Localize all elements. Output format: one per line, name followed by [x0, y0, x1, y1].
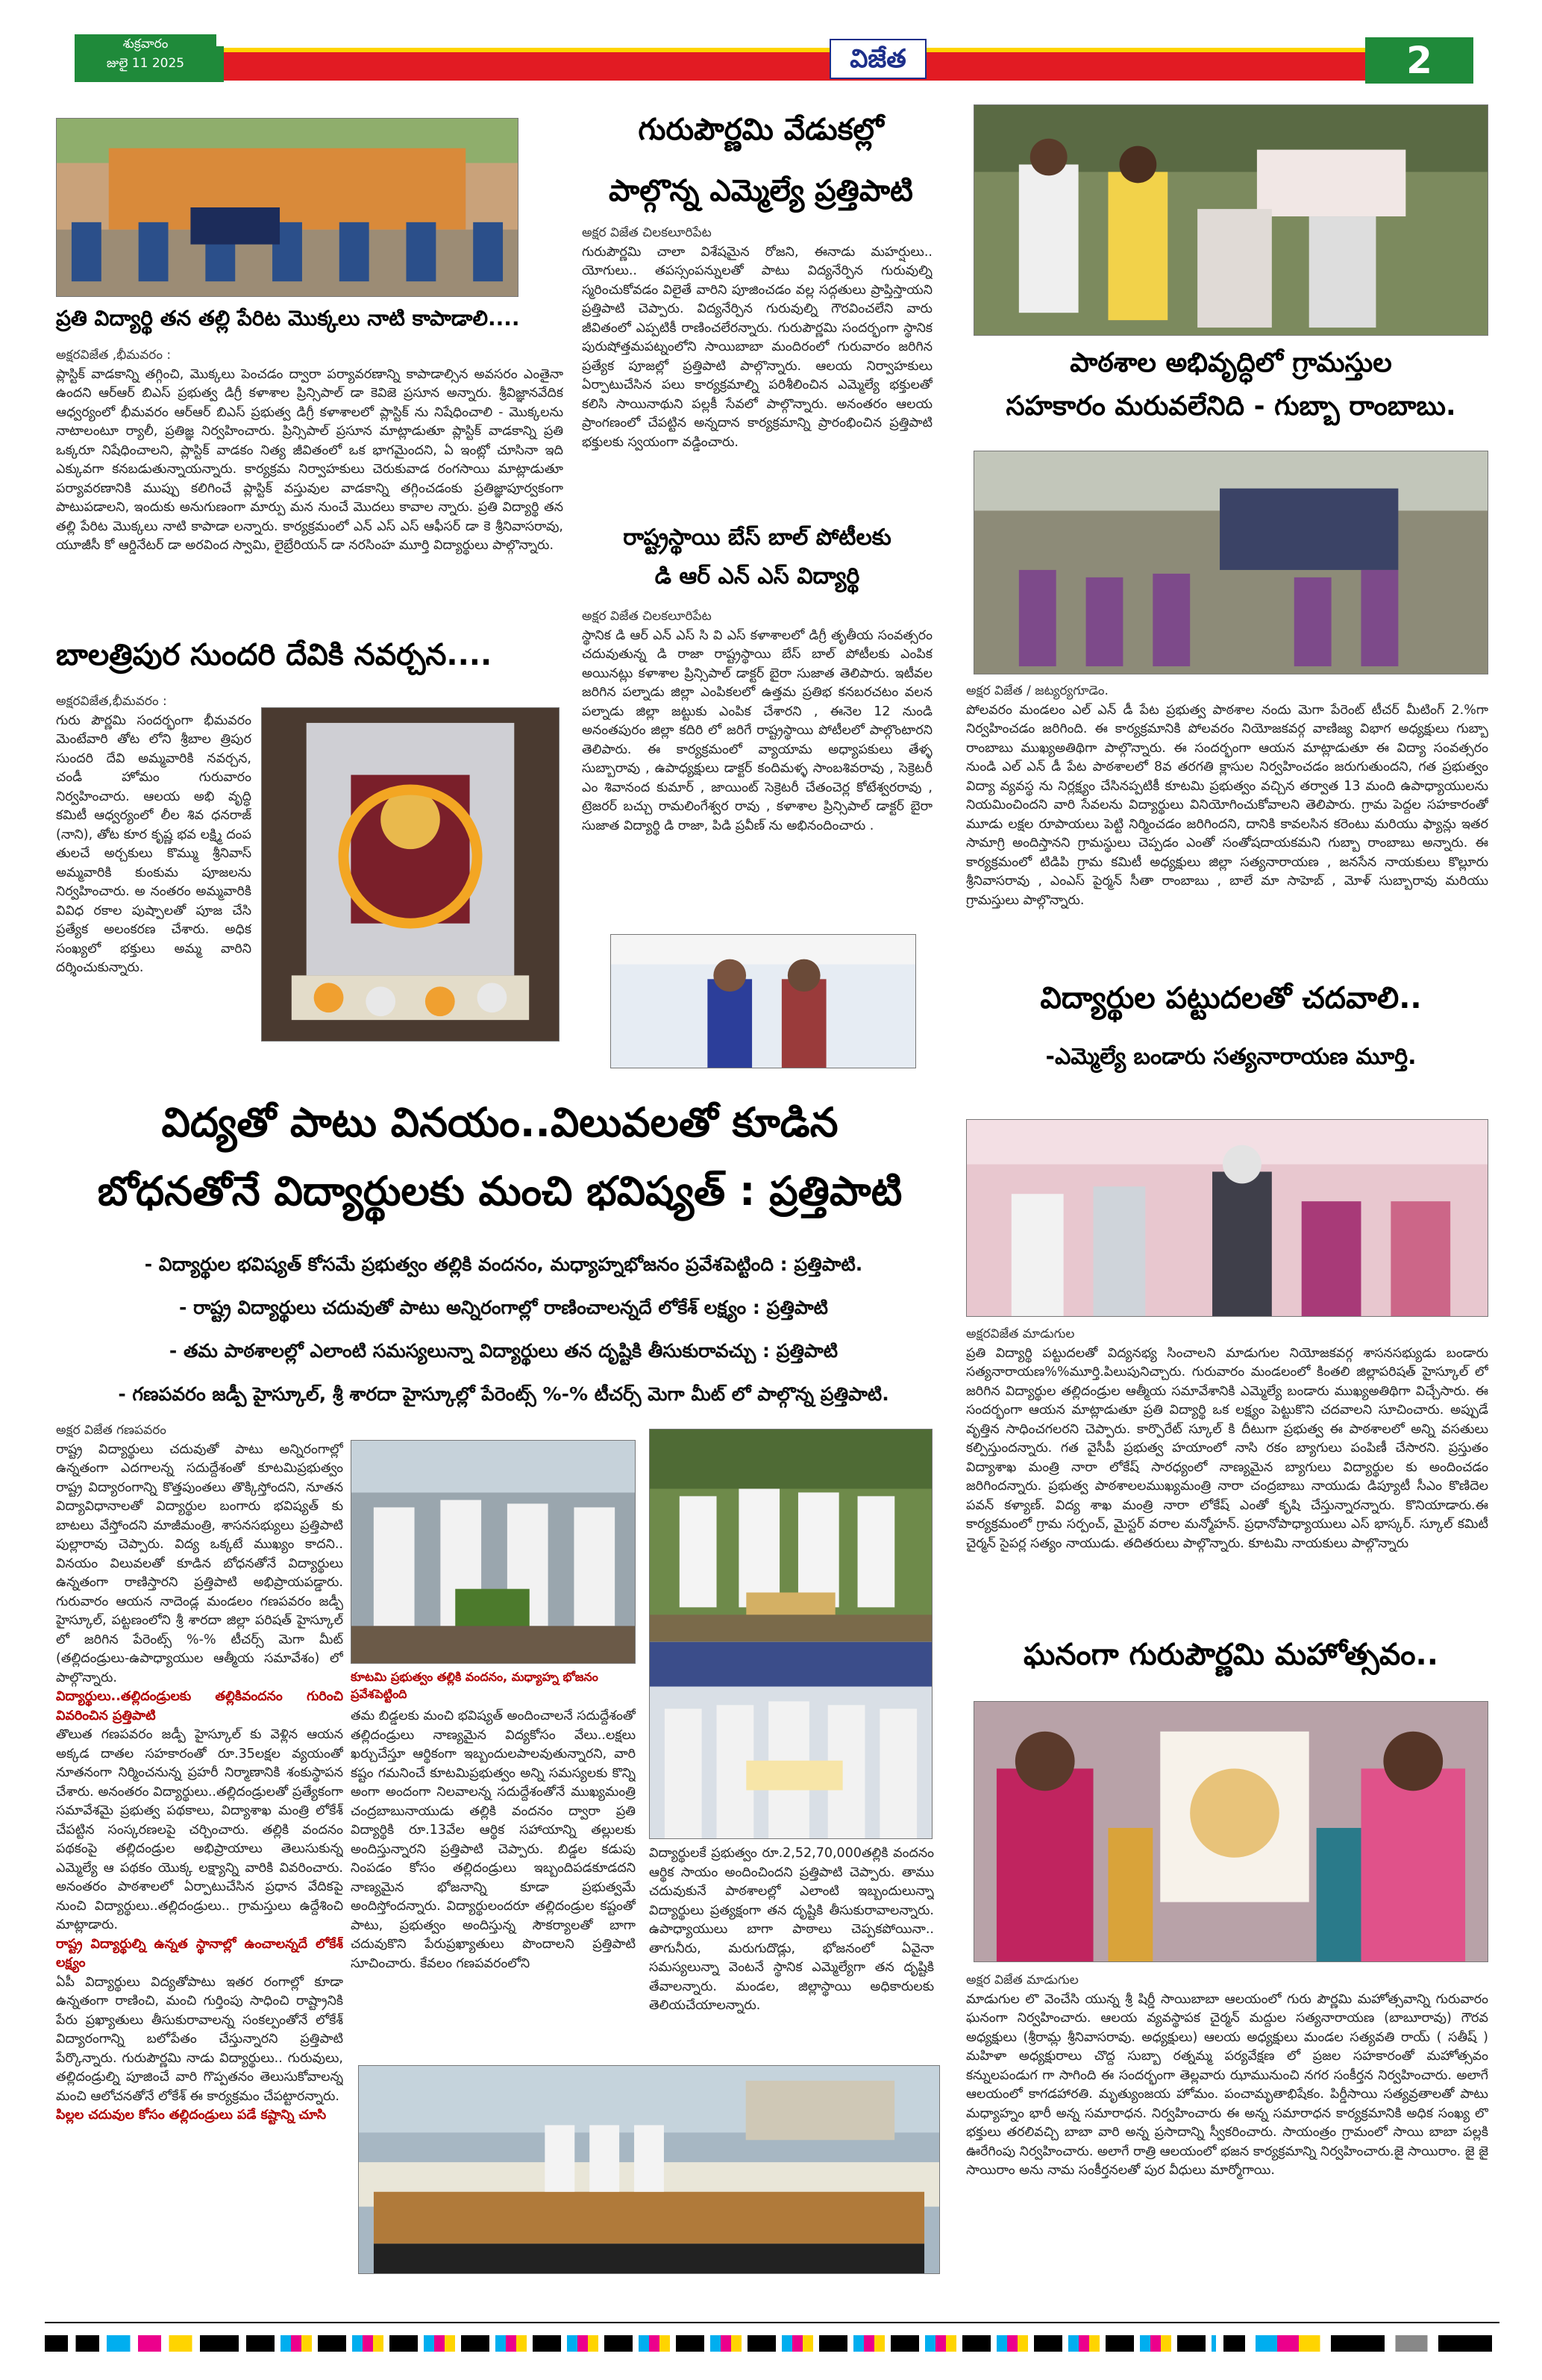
article3-headline-1: గురుపౌర్ణమి వేడుకల్లో: [638, 113, 884, 147]
article2-body: [56, 692, 251, 1043]
article1-text: ప్లాస్టిక్ వాడకాన్ని తగ్గించి, మొక్కలు పెంచడం ద్వారా పర్యావరణాన్ని కాపాడాల్సిన అవసరం ఎంతైనా ఉందని ఆర్ఆర్ బిఎస్ ప్రభుత్వ డిగ్రీ కళాశాల ప్రిన్సిపాల్ డా కెవిజె ప్రసూన అన్నారు. శ్రీవిజ్ఞానవేదిక ఆధ్వర్యంలో భీమవరం ఆర్ఆర్ బిఎస్ ప్రభుత్వ డిగ్రీ కళాశాలలో ప్లాస్టిక్ ను నిషేధించాలి - మొక్కలను నాటాలంటూ ర్యాలీ, ప్రతిజ్ఞ నిర్వహించారు. ప్రిన్సిపాల్ ప్రసూన మాట్లాడుతూ ప్లాస్టిక్ వాడకాన్ని ప్రతి ఒక్కరూ నిషేధించాలని, ప్లాస్టిక్ వాడకం నిత్య జీవితంలో ఒక భాగమైందని, ఏ ఇంట్లో చూసినా ఇది ఎక్కువగా కనబడుతున్నాయన్నారు. కార్యక్రమ నిర్వాహకులు చెరుకువాడ రంగసాయి మాట్లాడుతూ పర్యావరణానికి ముప్పు కలిగించే ప్లాస్టిక్ వస్తువుల వాడకాన్ని తగ్గించడంకు ప్రతిజ్ఞాపూర్వకంగా పాటుపడాలని, ఇందుకు అనుగుణంగా మార్పు మన నుంచే మొదలు కావాల న్నారు. ప్రతి విద్యార్థి తన తల్లి పేరిట మొక్కలు నాటి కాపాడా లన్నారు. కార్యక్రమంలో ఎన్ ఎస్ ఎస్ ఆఫీసర్ డా కె శ్రీనివాసరావు, యూజీసీ కో ఆర్డినేటర్ డా అరవింద స్వామి, లైబ్రేరియన్ డా నరసింహ మూర్తి విద్యార్థులు పాల్గొన్నారు.: [56, 366, 563, 553]
photo-foundation-stone: [649, 1429, 933, 1645]
article6-body: [966, 1325, 1488, 1631]
photo-gurupournami-puja: [974, 1701, 1488, 1962]
lead-bullet-2: - రాష్ట్ర విద్యార్థులు చదువుతో పాటు అన్నిరంగాల్లో రాణించాలన్నదే లోకేశ్ లక్ష్యం : ప్రత్తిపాటి: [179, 1297, 828, 1318]
article7-dateline: అక్షర విజేత మాడుగుల: [966, 1973, 1079, 1988]
article4-dateline: అక్షర విజేత చిలకలూరిపేట: [582, 609, 712, 624]
lead-headline-2: బోధనతోనే విద్యార్థులకు మంచి భవిష్యత్ : ప్రత్తిపాటి: [97, 1168, 903, 1215]
day-label: శుక్రవారం: [122, 37, 169, 51]
article7-body: [966, 1971, 1488, 2298]
footer-rule: [45, 2322, 1499, 2323]
photo-village-meeting: [974, 104, 1488, 336]
registration-strip-right: [1223, 2335, 1492, 2352]
article1-dateline: అక్షరవిజేత ,భీమవరం :: [56, 348, 172, 363]
article3-body: [582, 224, 933, 513]
date-box: [75, 34, 216, 79]
article5-headline-2: సహకారం మరువలేనిది - గుబ్బా రాంబాబు.: [1006, 391, 1456, 422]
article2-headline: బాలత్రిపుర సుందరి దేవికి నవర్చన....: [56, 638, 492, 672]
lead-bullet-4: - గణపవరం జడ్పీ హైస్కూల్, శ్రీ శారదా హైస్కూల్లో పేరెంట్స్ %-% టీచర్స్ మెగా మీట్ లో పాల్గొన్న ప్రత్తిపాటి.: [118, 1383, 889, 1405]
lead-text-2: తొలుత గణపవరం జడ్పీ హైస్కూల్ కు వెళ్లిన ఆయన అక్కడ దాతల సహకారంతో రూ.35లక్షల వ్యయంతో నూతనంగా నిర్మించనున్న ప్రహరీ నిర్మాణానికి శంకుస్థాపన చేశారు. అనంతరం విద్యార్థులు..తల్లిదండ్రులతో ప్రత్యేకంగా సమావేశమై ప్రభుత్వ పథకాలు, విద్యాశాఖ మంత్రి లోకేశ్ చేపట్టిన సంస్కరణలపై చర్చించారు. తల్లికి వందనం పథకంపై తల్లిదండ్రుల అభిప్రాయాలు తెలుసుకున్న ఎమ్మెల్యే ఆ పథకం యొక్క లక్ష్యాన్ని వారికి వివరించారు. అనంతరం పాఠశాలలో ఏర్పాటుచేసిన ప్రధాన వేదికపై నుంచి విద్యార్థులు..తల్లిదండ్రులు.. గ్రామస్తులు ఉద్దేశించి మాట్లాడారు.: [56, 1727, 343, 1932]
header-red-bar: [224, 51, 1365, 81]
article7-text: మాడుగుల లొ వెంచేసి యున్న శ్రీ షిర్డీ సాయిబాబా ఆలయంలో గురు పౌర్ణమి మహోత్సవాన్ని గురువారం ఘనంగా నిర్వహించారు. ఆలయ వ్యవస్థాపక చైర్మన్ మద్దుల సత్యనారాయణ (బాబూరావు) గౌరవ అధ్యక్షులు (శ్రీరామ్ల శ్రీనివాసరావు. అధ్యక్షులు) ఆలయ అధ్యక్షులు మండల సత్యవతి రాయ్ ( సతీష్ ) మహిళా అధ్యక్షురాలు చొద్ద సుబ్బా రత్నమ్మ పర్యవేక్షణ లో ప్రజల సహకారంతో మహోత్సవం కన్నులపండుగ గా సాగింది ఈ సందర్భంగా తెల్లవారు ఝామునుంచి నగర సంకీర్తన నిర్వహించారు. అలాగే ఆలయంలో కాగడహారతి. మృత్యుంజయ హోమం. పంచామృతాభిషేకం. పిర్డీసాయి సత్యవ్రతాలతో పాటు మధ్యాహ్నం భారీ అన్న సమారాధన. నిర్వహించారు ఈ అన్న సమారాధన కార్యక్రమానికి అధిక సంఖ్య లొ భక్తులు తరలివచ్చి బాబా వారి అన్న ప్రసాదాన్ని స్వీకరించారు. సాయంత్రం గ్రామంలో సాయి బాబా పల్లకి ఊరేగింపు నిర్వహించారు. అలాగే రాత్రి ఆలయంలో భజన కార్యక్రమాన్ని నిర్వహించారు.జై సాయిరాం. జై జై సాయిరాం అను నామ సంకీర్తనలతో పుర వీధులు మార్మోగాయి.: [966, 1991, 1488, 2178]
lead-dateline: అక్షర విజేత గణపవరం: [56, 1423, 166, 1438]
article6-headline: విద్యార్థుల పట్టుదలతో చదవాలి..: [1040, 981, 1422, 1015]
article4-text: స్థానిక డి ఆర్ ఎన్ ఎస్ సి వి ఎస్ కళాశాలలో డిగ్రీ తృతీయ సంవత్సరం చదువుతున్న డి రాజా రాష్ట్రస్థాయి బేస్ బాల్ పోటీలకు ఎంపిక అయినట్లు కళాశాల ప్రిన్సిపాల్ డాక్టర్ బైరా సుజాత తెలిపారు. ఇటీవల జరిగిన పల్నాడు జిల్లా ఎంపికలలో ఉత్తమ ప్రతిభ కనబరచటం వలన పల్నాడు జిల్లా జట్టుకు ఎంపిక చేశారని , ఈనెల 12 నుండి అనంతపురం జిల్లా కదిరి లో జరిగే రాష్ట్రస్థాయి పోటీలలో పాల్గొంటారని తెలిపారు. ఈ కార్యక్రమంలో వ్యాయామ అధ్యాపకులు తేళ్ళ సుబ్బారావు , ఉపాధ్యక్షులు డాక్టర్ కందిమళ్ళ సాంబశివరావు , సెక్రెటరీ ఎం శివానంద కుమార్ , జాయింట్ సెక్రెటరీ చేతంచెర్ల కోటేశ్వరరావు , ట్రెజరర్ బచ్చు రామలింగేశ్వర రావు , కళాశాల ప్రిన్సిపాల్ డాక్టర్ బైరా సుజాత విద్యార్థి డి రాజా, పిడి ప్రవీణ్ ను అభినందించారు .: [582, 627, 933, 833]
lead-subhead-3: పిల్లల చదువుల కోసం తల్లిదండ్రులు పడే కష్టాన్ని చూసి: [56, 2108, 327, 2123]
article6-subhead: -ఎమ్మెల్యే బండారు సత్యనారాయణ మూర్తి.: [1045, 1044, 1417, 1070]
lead-photo-caption: కూటమి ప్రభుత్వం తల్లికి వందనం, మధ్యాహ్న భోజనం ప్రవేశపెట్టింది: [351, 1670, 598, 1701]
lead-body-col3: [649, 1844, 934, 2061]
lead-text-1: రాష్ట్ర విద్యార్థులు చదువుతో పాటు అన్నిరంగాల్లో ఉన్నతంగా ఎదగాలన్న సదుద్దేశంతో కూటమిప్రభుత్వం రాష్ట్ర విద్యారంగాన్ని కొత్తపుంతలు తొక్కిస్తోందని, నూతన విద్యావిధానాలతో విద్యార్థుల బంగారు భవిష్యత్ కు బాటలు వేస్తోందని మాజీమంత్రి, శాసనసభ్యులు ప్రత్తిపాటి పుల్లారావు చెప్పారు. విద్య ఒక్కటే ముఖ్యం కాదని.. వినయం విలువలతో కూడిన బోధనతోనే విద్యార్థులు ఉన్నతంగా రాణిస్తారని ప్రత్తిపాటి అభిప్రాయపడ్డారు. గురువారం ఆయన నాదెండ్ల మండలం గణపవరం జడ్పీ హైస్కూల్, పట్టణంలోని శ్రీ శారదా జిల్లా పరిషత్ హైస్కూల్ లో జరిగిన పేరెంట్స్ %-% టీచర్స్ మెగా మీట్ (తల్లిదండ్రులు-ఉపాధ్యాయుల ఆత్మీయ సమావేశం) లో పాల్గొన్నారు.: [56, 1441, 343, 1685]
article4-headline-1: రాష్ట్రస్థాయి బేస్ బాల్ పోటీలకు: [623, 524, 891, 551]
header-yellow-bar: [224, 48, 1365, 52]
photo-nss-rally: [56, 118, 518, 297]
lead-subhead-1: విద్యార్థులు..తల్లిదండ్రులకు తల్లికివందనం గురించి వివరించిన ప్రత్తిపాటి: [56, 1689, 343, 1723]
article5-text: పోలవరం మండలం ఎల్ ఎన్ డీ పేట ప్రభుత్వ పాఠశాల నందు మెగా పేరెంట్ టీచర్ మీటింగ్ 2.%గా నిర్వహించడం జరిగింది. ఈ కార్యక్రమానికి పోలవరం నియోజకవర్గ వాణిజ్య విభాగ అధ్యక్షులు గుబ్బా రాంబాబు ముఖ్యఅతిథిగా పాల్గొన్నారు. ఈ సందర్భంగా ఆయన మాట్లాడుతూ ఈ విద్యా సంవత్సరం నుండి ఎల్ ఎన్ డీ పేట పాఠశాలలో 8వ తరగతి క్లాసుల నిర్వహించడం జరుగుతుందని, గత ప్రభుత్వం విద్యా వ్యవస్థ ను నిర్లక్ష్యం చేసినప్పటికీ కూటమి ప్రభుత్వం వచ్చిన తర్వాత 13 మంది ఉపాధ్యాయులను నియమించిందని వారి సేవలను విద్యార్థులు వినియోగించుకోవాలని తెలిపారు. గ్రామ పెద్దల సహకారంతో మూడు లక్షల రూపాయలు పెట్టి నిర్మించడం జరిగిందని, దానికి కావలసిన కరెంటు మరియు ఫ్యాన్లు ఇతర సామాగ్రి అందిస్తానని గ్రామస్థులు చెప్పడం ఎంతో సంతోషదాయకమని గుబ్బా రాంబాబు అన్నారు. ఈ కార్యక్రమంలో టిడిపి గ్రామ కమిటీ అధ్యక్షులు జిల్లా సత్యనారాయణ , జనసేన నాయకులు కొల్లూరు శ్రీనివాసరావు , ఎంఎస్ పైర్మన్ సీతా రాంబాబు , బాలే మా సాహెబ్ , మోళ్ సుబ్బారావు మరియు గ్రామస్తులు పాల్గొన్నారు.: [966, 702, 1488, 908]
masthead-logo: విజేత: [830, 39, 927, 79]
lead-subhead-2: రాష్ట్ర విద్యార్థుల్ని ఉన్నత స్థానాల్లో ఉంచాలన్నదే లోకేశ్ లక్ష్యం: [56, 1936, 343, 1970]
photo-cheque-handover: [649, 1641, 933, 1839]
photo-group-students: [358, 2065, 940, 2274]
article6-text: ప్రతి విద్యార్థి పట్టుదలతో విద్యనభ్య సించాలని మాడుగుల నియోజకవర్గ శాసనసభ్యుడు బండారు సత్యనారాయణ%%మూర్తి.పిలుపునిచ్చారు. గురువారం మండలంలో కింతలి జిల్లాపరిషత్ హైస్కూల్ లో జరిగిన విద్యార్థుల తల్లిదండ్రుల ఆత్మీయ సమావేశానికి ఎమ్మెల్యే బండారు ముఖ్యఅతిథిగా విచ్చేసారు. ఈ సందర్భంగా ఆయన మాట్లాడుతూ ప్రతి విద్యార్థి ఒక లక్ష్యం పెట్టుకొని చదవాలని సూచించారు. అప్పుడే వృత్తిన సాధించగలరని చెప్పారు. కార్పొరేట్ స్కూల్ కి దీటుగా ప్రభుత్వ ఈ పాఠశాలలో అన్ని వసతులు కల్పిస్తుందన్నారు. గత వైసీపీ ప్రభుత్వ హయాంలో నాసి రకం బ్యాగులు పంపిణీ చేసారని. ప్రస్తుతం విద్యాశాఖ మంత్రి నారా లోకేష్ సారధ్యంలో నాణ్యమైన బ్యాగులు విద్యార్థుల కు అందించడం జరిగిందన్నారు. ప్రభుత్వ పాఠశాలలముఖ్యమంత్రి నారా చంద్రబాబు నాయుడు డిప్యూటీ సీఎం కొణిదెల పవన్ కళ్యాణ్. విద్య శాఖ మంత్రి నారా లోకేష్ ఎంతో కృషి చేస్తున్నారన్నారు. కొనియాడారు.ఈ కార్యక్రమంలో గ్రామ సర్పంచ్, మైస్టర్ వరాల మన్మోహన్. ప్రధానోపాధ్యాయులు ఎస్ భాస్కర్. స్కూల్ కమిటీ చైర్మన్ సైపర్ల సత్యం నాయుడు. తదితరులు పాల్గొన్నారు. కూటమి నాయకులు పాల్గొన్నారు: [966, 1345, 1488, 1551]
article3-dateline: అక్షర విజేత చిలకలూరిపేట: [582, 225, 712, 240]
lead-text-5: విద్యార్థులకే ప్రభుత్వం రూ.2,52,70,000తల్లికి వందనం ఆర్థిక సాయం అందించిందని ప్రత్తిపాటి చెప్పారు. తాము చదువుకునే పాఠశాలల్లో ఎలాంటి ఇబ్బందులున్నా విద్యార్థులు ప్రత్యక్షంగా తన దృష్టికి తీసుకురావాలన్నారు. ఉపాధ్యాయులు బాగా పాఠాలు చెప్పకపోయినా.. తాగునీరు, మరుగుదొడ్లు, భోజనంలో ఏవైనా సమస్యలున్నా వెంటనే స్థానిక ఎమ్మెల్యేగా తన దృష్టికి తేవాలన్నారు. మండల, జిల్లాస్థాయి అధికారులకు తెలియచేయాలన్నారు.: [649, 1846, 934, 2013]
lead-bullet-3: - తమ పాఠశాలల్లో ఎలాంటి సమస్యలున్నా విద్యార్థులు తన దృష్టికి తీసుకురావచ్చు : ప్రత్తిపాటి: [169, 1340, 839, 1362]
article1-headline: ప్రతి విద్యార్థి తన తల్లి పేరిట మొక్కలు నాటి కాపాడాలి....: [56, 306, 520, 331]
registration-strip-left: [45, 2335, 239, 2352]
article5-dateline: అక్షర విజేత / జట్యర్యగూడెం.: [966, 683, 1109, 698]
article3-headline-2: పాల్గొన్న ఎమ్మెల్యే ప్రత్తిపాటి: [609, 174, 913, 208]
photo-tree-planting: [351, 1440, 636, 1664]
lead-text-3: ఏపీ విద్యార్థులు విద్యతోపాటు ఇతర రంగాల్లో కూడా ఉన్నతంగా రాణించి, మంచి గుర్తింపు సాధించి రాష్ట్రానికి పేరు ప్రఖ్యాతులు తీసుకురావాలన్న సంకల్పంతోనే లోకేశ్ విద్యారంగాన్ని బలోపేతం చేస్తున్నారని ప్రత్తిపాటి పేర్కొన్నారు. గురుపౌర్ణమి నాడు విద్యార్థులు.. గురువులు, తల్లిదండ్రుల్ని పూజించే వారి గొప్పతనం తెలుసుకోవాలన్న మంచి ఆలోచనతోనే లోకేశ్ ఈ కార్యక్రమం చేపట్టారన్నారు.: [56, 1974, 343, 2104]
article2-dateline: అక్షరవిజేత,భీమవరం :: [56, 694, 167, 709]
lead-body-col1: [56, 1421, 343, 2249]
article3-text: గురుపౌర్ణమి చాలా విశేషమైన రోజని, ఈనాడు మహర్షులు.. యోగులు.. తపస్సంపన్నులతో పాటు విద్యనేర్పిన గురువుల్ని స్మరించుకోవడం విలైతే వారిని పూజించడం వల్ల సద్గతులు ప్రాప్తిస్తాయని ప్రత్తిపాటి చెప్పారు. విద్యనేర్పిన గురువుల్ని గౌరవించలేని వారు జీవితంలో ఎప్పటికీ రాణించలేరన్నారు. గురుపౌర్ణమి సందర్భంగా స్థానిక పురుషోత్తమపట్నంలోని సాయిబాబా మందిరంలో గురువారం జరిగిన ప్రత్యేక పూజల్లో ప్రత్తిపాటి పాల్గొన్నారు. ఆలయ నిర్వాహకులు ఏర్పాటుచేసిన పలు కార్యక్రమాల్ని పరిశీలించిన ఎమ్మెల్యే భక్తులతో కలిసి సాయినాథుని పల్లకీ సేవలో పాల్గొన్నారు. అనంతరం ఆలయ ప్రాంగణంలో చేపట్టిన అన్నదాన కార్యక్రమాన్ని ప్రారంభించిన ప్రత్తిపాటి భక్తులకు స్వయంగా వడ్డించారు.: [582, 244, 933, 450]
photo-student-award: [610, 934, 916, 1068]
lead-text-4: తమ బిడ్డలకు మంచి భవిష్యత్ అందించాలనే సదుద్దేశంతో తల్లిదండ్రులు నాణ్యమైన విద్యకోసం వేలు..లక్షలు ఖర్చుచేస్తూ ఆర్థికంగా ఇబ్బందులపాలవుతున్నారని, వారి కష్టం గమనించే కూటమిప్రభుత్వం అన్ని సమస్యలకు కొన్ని అంగా అందంగా నిలవాలన్న సదుద్దేశంతోనే ముఖ్యమంత్రి చంద్రబాబునాయుడు తల్లికి వందనం ద్వారా ప్రతి విద్యార్థికి రూ.13వేల ఆర్థిక సహాయాన్ని తల్లులకు అందిస్తున్నారని ప్రత్తిపాటి చెప్పారు. బిడ్డల కడుపు నింపడం కోసం తల్లిదండ్రులు ఇబ్బందిపడకూడదని నాణ్యమైన భోజనాన్ని కూడా ప్రభుత్వమే అందిస్తోందన్నారు. విద్యార్థులందరూ తల్లిదండ్రుల కష్టంతో పాటు, ప్రభుత్వం అందిస్తున్న సౌకర్యాలతో బాగా చదువుకొని పేరుప్రఖ్యాతులు పొందాలని ప్రత్తిపాటి సూచించారు. కేవలం గణపవరంలోని: [351, 1709, 636, 1971]
lead-bullet-1: - విద్యార్థుల భవిష్యత్ కోసమే ప్రభుత్వం తల్లికి వందనం, మధ్యాహ్నభోజనం ప్రవేశపెట్టింది : ప్రత్తిపాటి.: [144, 1253, 863, 1275]
article7-headline: ఘనంగా గురుపౌర్ణమి మహోత్సవం..: [1024, 1638, 1438, 1672]
article4-headline-2: డి ఆర్ ఎన్ ఎస్ విద్యార్థి: [654, 563, 860, 589]
photo-ptm-meeting: [974, 451, 1488, 674]
article1-body: [56, 346, 563, 639]
photo-mla-speech: [966, 1119, 1488, 1317]
article5-body: [966, 682, 1488, 962]
article4-body: [582, 607, 933, 928]
registration-strip-center: [246, 2335, 1216, 2352]
page-number: 2: [1365, 37, 1473, 84]
article2-text: గురు పౌర్ణమి సందర్భంగా భీమవరం మెంటేవారి తోట లోని శ్రీబాల త్రిపుర సుందరి దేవి అమ్మవారికి నవర్చన, చండీ హోమం గురువారం నిర్వహించారు. ఆలయ అభి వృద్ధి కమిటీ ఆధ్వర్యంలో లీల శివ ధనరాజ్ (నాని), తోట కూర కృష్ణ భవ లక్ష్మి దంప తులచే అర్చకులు కొమ్ము శ్రీనివాస్ అమ్మవారికి కుంకుమ పూజలను నిర్వహించారు. అ నంతరం అమ్మవారికి వివిధ రకాల పుష్పాలతో పూజ చేసి ప్రత్యేక అలంకరణ చేశారు. అధిక సంఖ్యలో భక్తులు అమ్మ వారిని దర్శించుకున్నారు.: [56, 713, 251, 975]
article6-dateline: అక్షరవిజేత మాడుగుల: [966, 1327, 1075, 1341]
lead-headline-1: విద్యతో పాటు వినయం..విలువలతో కూడిన: [161, 1099, 839, 1146]
article5-headline-1: పాఠశాల అభివృద్ధిలో గ్రామస్తుల: [1070, 348, 1392, 378]
photo-goddess-idol: [261, 707, 560, 1042]
date-label: జులై 11 2025: [106, 56, 185, 71]
